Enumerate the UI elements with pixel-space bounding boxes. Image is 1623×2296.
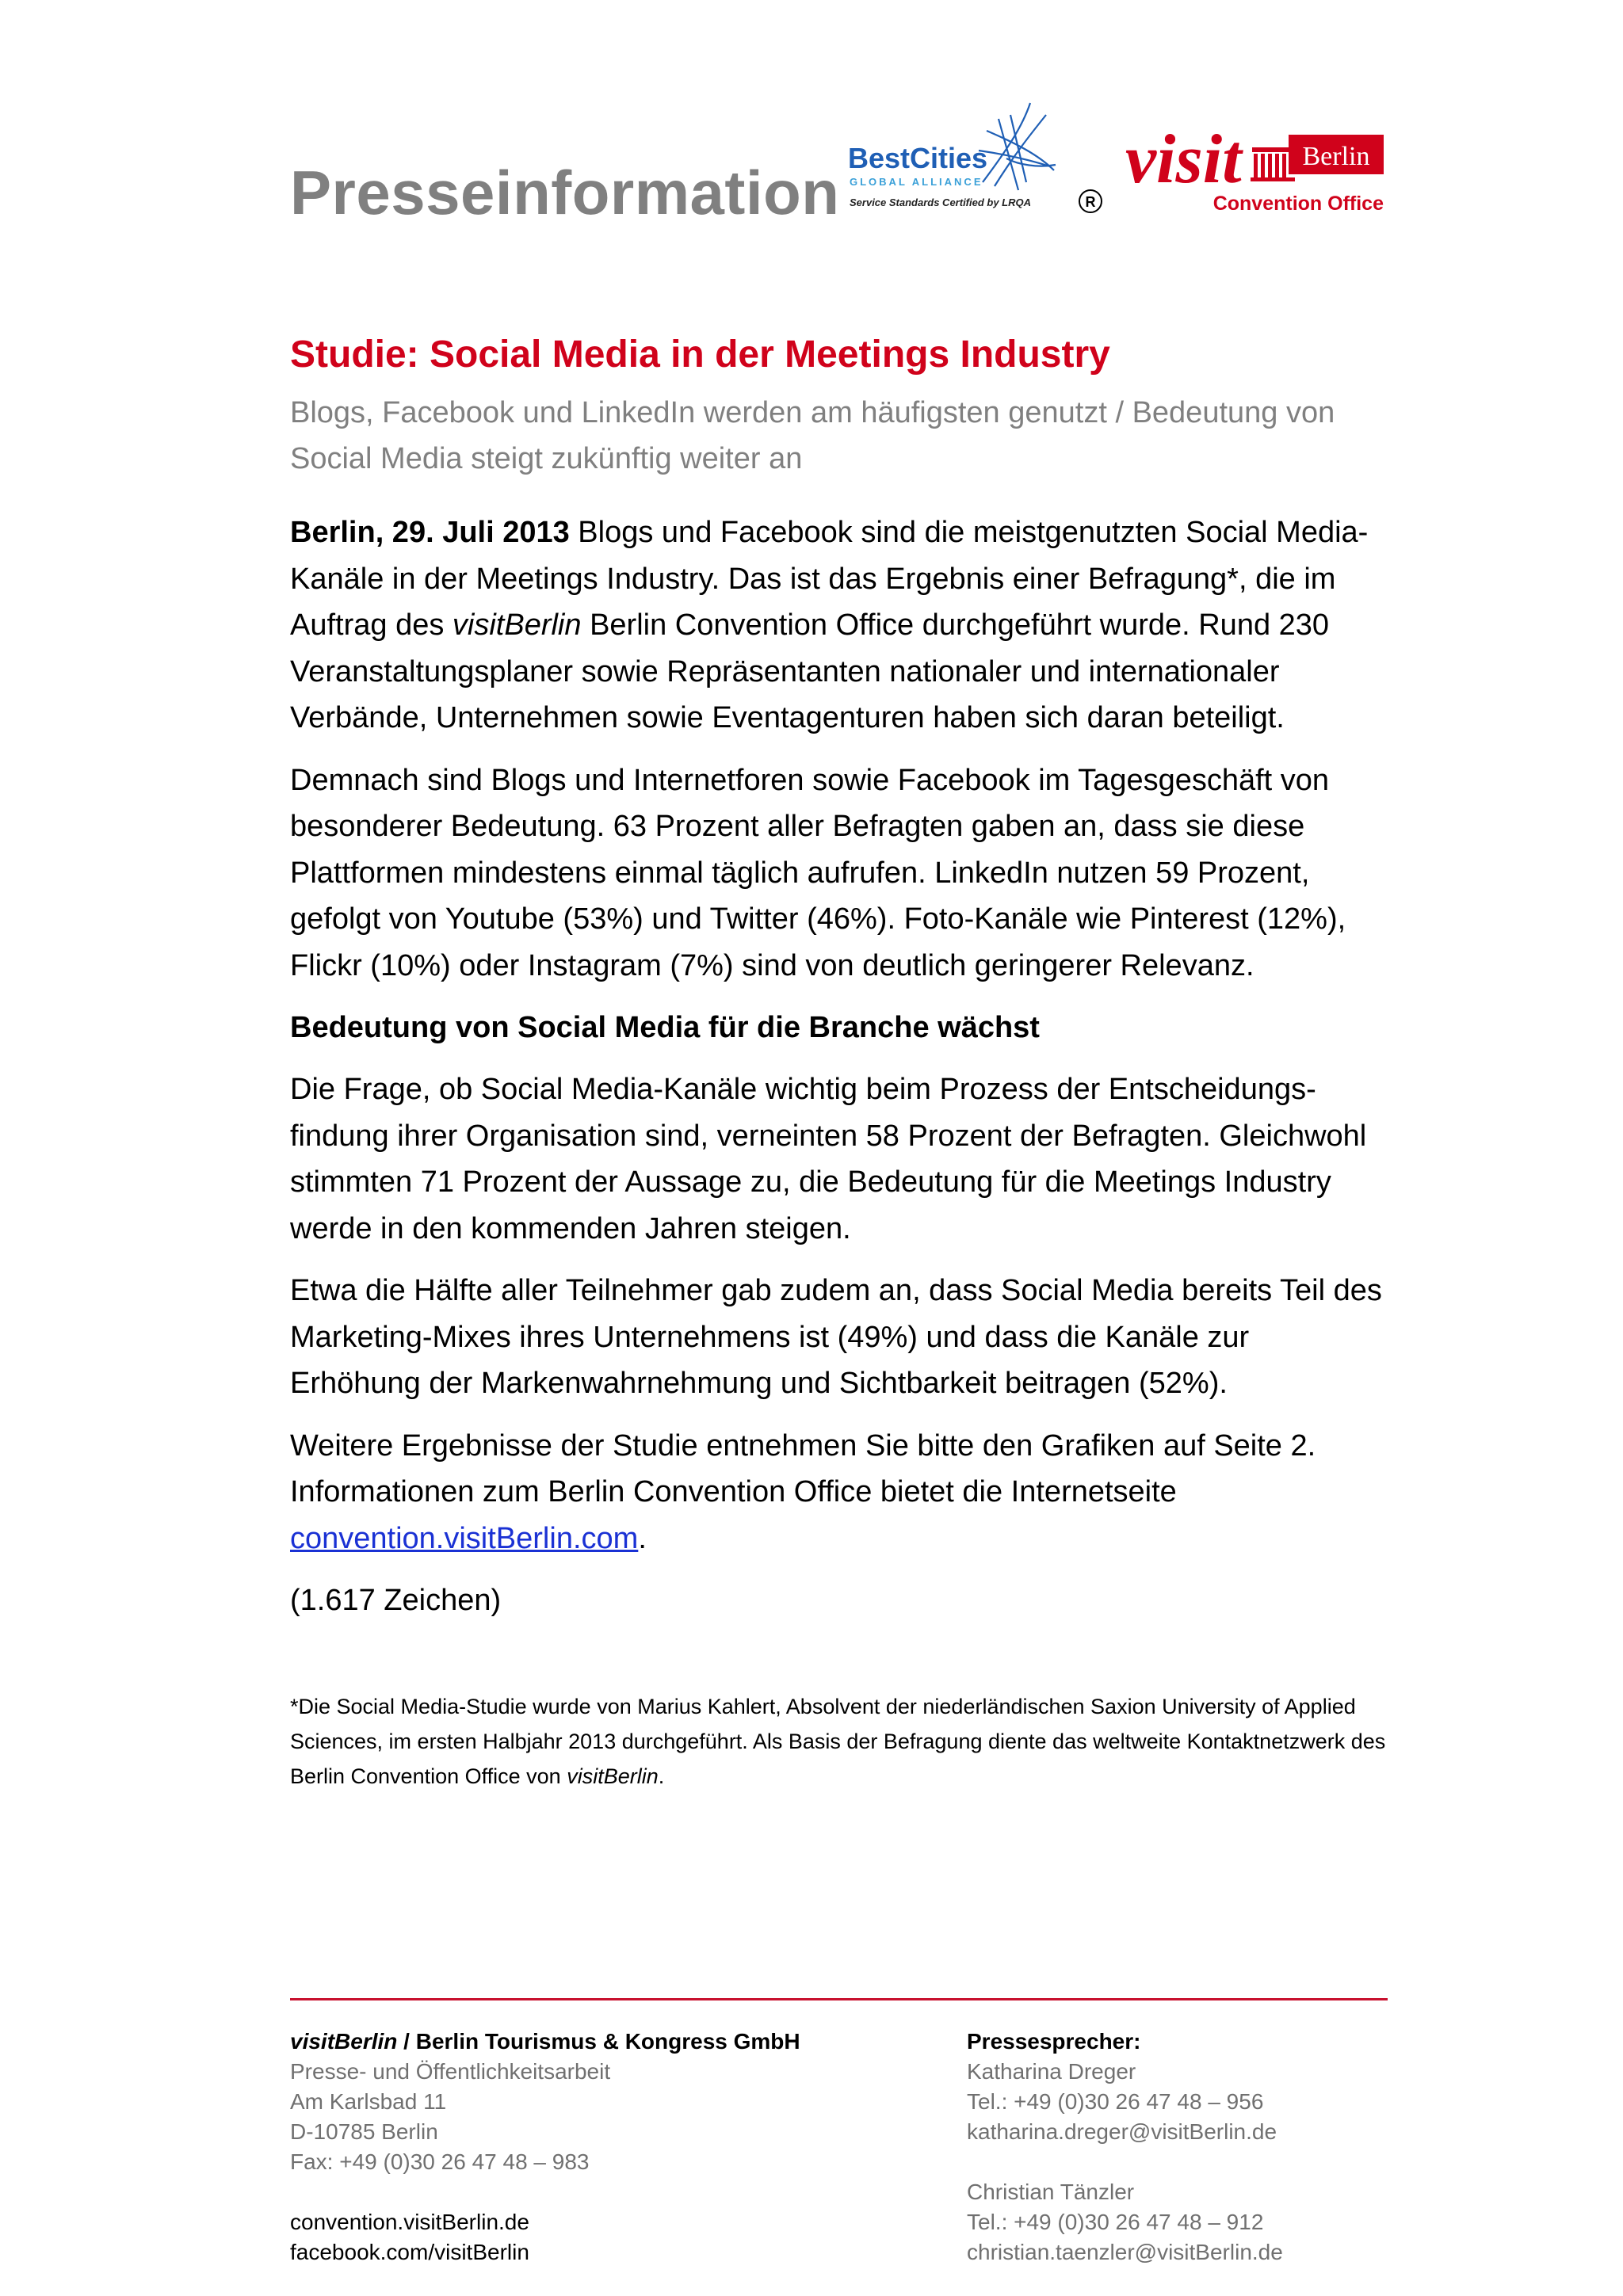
footer-company-line: [290, 2027, 924, 2057]
footer-company-name: / Berlin Tourismus & Kongress GmbH: [397, 2029, 800, 2054]
article-body: [290, 509, 1384, 1640]
footnote-text-b: .: [658, 1764, 665, 1788]
footer-department: Presse- und Öffentlichkeitsarbeit: [290, 2059, 611, 2084]
document-type-title: Presseinformation: [290, 158, 840, 227]
footer-city: D-10785 Berlin: [290, 2119, 438, 2144]
footer-website[interactable]: convention.visitBerlin.de: [290, 2210, 529, 2234]
paragraph-5-text-b: .: [638, 1521, 647, 1555]
contact-2-phone: Tel.: +49 (0)30 26 47 48 – 912: [967, 2210, 1264, 2234]
paragraph-5-text-a: Weitere Ergebnisse der Studie entnehmen Sie bitte den Grafiken auf Seite 2. Informationen zum Berlin Convention Office bietet die Internetseite: [290, 1428, 1316, 1508]
paragraph-1-text-a: Blogs und Facebook sind die meistgenutzten Social Media-Kanäle in der Meetings Industry. Das ist das Ergebnis einer Befragung*, die im Auftrag des: [290, 516, 1369, 642]
paragraph-3: Die Frage, ob Social Media-Kanäle wichtig beim Prozess der Entscheidungs-findung ihrer Organisation sind, verneinten 58 Prozent der Befragten. Gleichwohl stimmten 71 Prozent der Aussage zu, die Bedeutung für die Meetings Industry werde in den kommenden Jahren steigen.: [290, 1073, 1367, 1245]
contact-1-email[interactable]: katharina.dreger@visitBerlin.de: [967, 2119, 1277, 2144]
contact-1-name: Katharina Dreger: [967, 2059, 1136, 2084]
convention-office-label: Convention Office: [1212, 193, 1384, 215]
footer-spacer: [290, 2177, 924, 2207]
footer-company-contact: [290, 2027, 924, 2267]
bestcities-star-icon: [979, 103, 1056, 190]
subheading: Bedeutung von Social Media für die Branche wächst: [290, 1011, 1040, 1044]
contact-1-phone: Tel.: +49 (0)30 26 47 48 – 956: [967, 2089, 1264, 2114]
press-speaker-title: Pressesprecher:: [967, 2029, 1141, 2054]
footer-facebook[interactable]: facebook.com/visitBerlin: [290, 2240, 529, 2264]
dateline: Berlin, 29. Juli 2013: [290, 516, 570, 549]
paragraph-1: [290, 509, 1384, 742]
registered-mark: R: [1085, 194, 1096, 210]
article-headline: Studie: Social Media in der Meetings Industry: [290, 334, 1110, 376]
footer-fax: Fax: +49 (0)30 26 47 48 – 983: [290, 2149, 590, 2174]
bestcities-logo: [848, 95, 1109, 230]
brandenburg-gate-icon: [1251, 147, 1295, 181]
article-subline: Blogs, Facebook und LinkedIn werden am häufigsten genutzt / Bedeutung von Social Media steigt zukünftig weiter an: [290, 396, 1335, 475]
bestcities-name: BestCities: [848, 142, 988, 174]
bestcities-tagline: GLOBAL ALLIANCE: [850, 176, 983, 188]
footnote-brand: visitBerlin: [567, 1764, 659, 1788]
paragraph-5: [290, 1423, 1384, 1562]
footnote-text-a: *Die Social Media-Studie wurde von Marius Kahlert, Absolvent der niederländischen Saxion University of Applied Sciences, im ersten Halbjahr 2013 durchgeführt. Als Basis der Befragung diente das weltweite Kontaktnetzwerk des Berlin Convention Office von: [290, 1695, 1386, 1788]
footer-spacer: [967, 2147, 1411, 2177]
berlin-wordmark: Berlin: [1302, 142, 1370, 171]
bestcities-certification: Service Standards Certified by LRQA: [850, 196, 1032, 208]
visit-wordmark: visit: [1125, 121, 1242, 198]
paragraph-4: Etwa die Hälfte aller Teilnehmer gab zudem an, dass Social Media bereits Teil des Marketing-Mixes ihres Unternehmens ist (49%) und dass die Kanäle zur Erhöhung der Markenwahrnehmung und Sichtbarkeit beitragen (52%).: [290, 1274, 1382, 1400]
footer-brand: visitBerlin: [290, 2029, 398, 2054]
character-count: (1.617 Zeichen): [290, 1584, 502, 1617]
paragraph-1-text-b: Berlin Convention Office durchgeführt wurde. Rund 230 Veranstaltungsplaner sowie Repräsentanten nationaler und internationaler Verbände, Unternehmen sowie Eventagenturen haben sich daran beteiligt.: [290, 608, 1330, 734]
paragraph-2: Demnach sind Blogs und Internetforen sowie Facebook im Tagesgeschäft von besonderer Bedeutung. 63 Prozent aller Befragten gaben an, dass sie diese Plattformen mindestens einmal täglich aufrufen. LinkedIn nutzen 59 Prozent, gefolgt von Youtube (53%) und Twitter (46%). Foto-Kanäle wie Pinterest (12%), Flickr (10%) oder Instagram (7%) sind von deutlich geringerer Relevanz.: [290, 763, 1346, 982]
footer-street: Am Karlsbad 11: [290, 2089, 447, 2114]
convention-website-link[interactable]: convention.visitBerlin.com: [290, 1521, 639, 1555]
footer-press-contacts: [967, 2027, 1411, 2267]
study-footnote: [290, 1689, 1400, 1794]
footer-divider: [290, 1998, 1388, 2000]
contact-2-email[interactable]: christian.taenzler@visitBerlin.de: [967, 2240, 1283, 2264]
contact-2-name: Christian Tänzler: [967, 2180, 1135, 2204]
brand-visitberlin: visitBerlin: [452, 608, 582, 642]
visitberlin-logo: [1117, 103, 1387, 230]
